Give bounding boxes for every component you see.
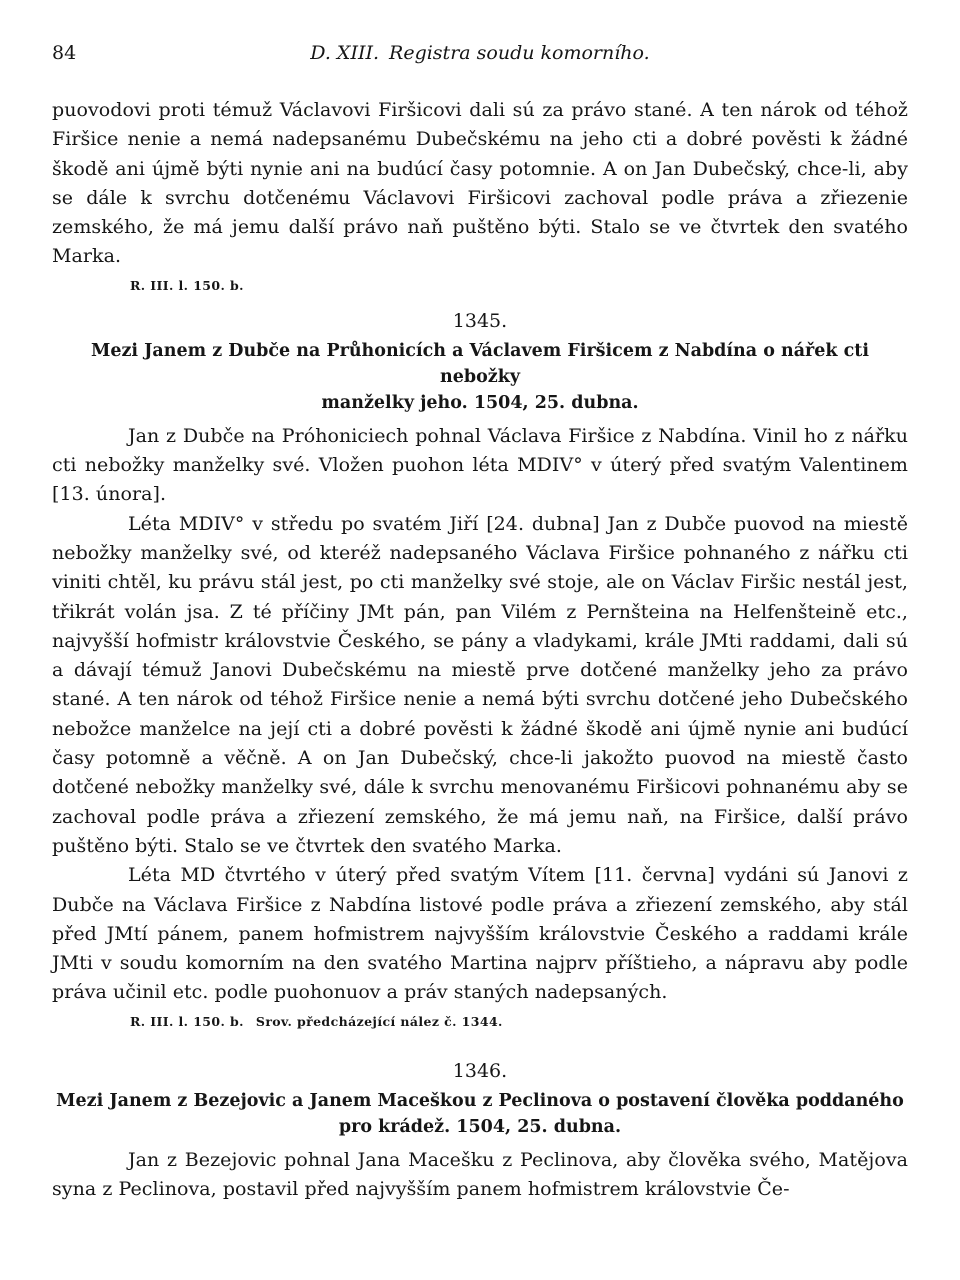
volume-label: D. XIII. bbox=[310, 42, 380, 64]
entry-summary-line: pro krádež. 1504, 25. dubna. bbox=[338, 1116, 622, 1137]
entry-summary-line: Mezi Janem z Bezejovic a Janem Maceškou z Peclinova o postavení člověka poddaného bbox=[56, 1090, 904, 1111]
document-page bbox=[52, 0, 908, 1280]
paragraph: Jan z Dubče na Próhoniciech pohnal Václava Firšice z Nabdína. Vinil ho z nářku cti nebožky manželky své. Vložen puohon léta MDIV° v úterý před svatým Valentinem [13. února]. bbox=[52, 424, 908, 506]
running-title-text: Registra soudu komorního. bbox=[389, 42, 650, 64]
paragraph: Jan z Bezejovic pohnal Jana Macešku z Peclinova, aby člověka svého, Matějova syna z Peclinova, postavil před najvyšším panem hofmistrem královstvie Če- bbox=[52, 1148, 908, 1201]
archive-reference bbox=[130, 276, 908, 296]
page-header bbox=[52, 42, 908, 72]
entry-summary bbox=[52, 1088, 908, 1140]
entry-number: 1346. bbox=[452, 1059, 508, 1082]
page-number: 84 bbox=[52, 42, 77, 64]
archive-reference bbox=[130, 1012, 908, 1032]
reference-code: R. III. l. 150. b. bbox=[130, 1013, 244, 1029]
document-body bbox=[52, 96, 908, 1204]
running-title bbox=[52, 42, 908, 64]
entry-summary-line: manželky jeho. 1504, 25. dubna. bbox=[321, 392, 639, 413]
paragraph: Léta MDIV° v středu po svatém Jiří [24. dubna] Jan z Dubče puovod na miestě nebožky manželky své, od kteréž nadepsaného Václava Firšice pohnaného z nářku cti viniti chtěl, ku právu stál jest, po cti manželky své stoje, ale on Václav Firšic nestál jest, třikrát volán jsa. Z té příčiny JMt pán, pan Vilém z Pernšteina na Helfenšteině etc., najvyšší hofmistr královstvie Českého, se pány a vladykami, krále JMti raddami, dali sú a dávají témuž Janovi Dubečskému na miestě prve dotčené manželky jeho za právo stané. A ten nárok od téhož Firšice nenie a nemá býti svrchu dotčené jeho Dubečského nebožce manželce na její cti a dobré pověsti k žádné škodě ani újmě nynie ani budúcí časy potomně a věčně. A on Jan Dubečský, chce-li jakožto puovod na miestě často dotčené nebožky manželky své, dále k svrchu menovanému Firšicovi pohnanému aby se zachoval podle práva a zřiezení zemského, že má jemu naň, na Firšice, další právo puštěno býti. Stalo se ve čtvrtek den svatého Marka. bbox=[52, 512, 908, 857]
entry-summary-line: Mezi Janem z Dubče na Průhonicích a Václavem Firšicem z Nabdína o nářek cti nebožky bbox=[90, 340, 870, 387]
entry-summary bbox=[52, 338, 908, 416]
entry-number: 1345. bbox=[452, 309, 508, 332]
paragraph: Léta MD čtvrtého v úterý před svatým Vítem [11. června] vydáni sú Janovi z Dubče na Václava Firšice z Nabdína listové podle práva a zřiezení zemského, aby stál před JMtí pánem, panem hofmistrem najvyšším královstvie Českého a raddami krále JMti v soudu komorním na den svatého Martina najprv příštieho, a nápravu aby podle práva učinil etc. podle puohonuov a práv staných nadepsaných. bbox=[52, 864, 908, 1004]
reference-code: R. III. l. 150. b. bbox=[130, 277, 244, 293]
paragraph: puovodovi proti témuž Václavovi Firšicovi dali sú za právo stané. A ten nárok od téhož Firšice nenie a nemá nadepsanému Dubečskému na jeho cti a dobré pověsti k žádné škodě ani újmě býti nynie ani na budúcí časy potomnie. A on Jan Dubečský, chce-li, aby se dále k svrchu dotčenému Václavovi Firšicovi zachoval podle práva a zřiezenie zemského, že má jemu další právo naň puštěno býti. Stalo se ve čtvrtek den svatého Marka. bbox=[52, 99, 908, 268]
reference-note: Srov. předcházející nález č. 1344. bbox=[255, 1013, 503, 1029]
